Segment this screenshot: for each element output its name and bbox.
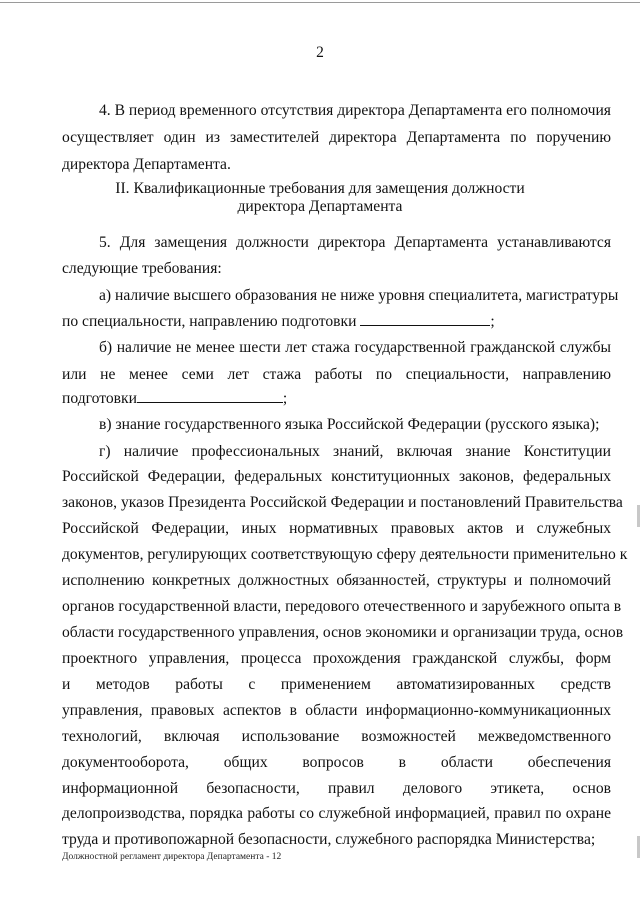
item-g-line: управления, правовых аспектов в области информационно-коммуникационных bbox=[62, 702, 611, 719]
section-heading: II. Квалификационные требования для замещения должности bbox=[115, 180, 525, 197]
item-g-line: исполнению конкретных должностных обязанностей, структуры и полномочий bbox=[62, 572, 611, 589]
paragraph-4-line: 4. В период временного отсутствия директора Департамента его полномочия bbox=[99, 102, 611, 119]
footer-document-title: Должностной регламент директора Департамента - 12 bbox=[62, 852, 282, 862]
item-b-line: или не менее семи лет стажа работы по специальности, направлению bbox=[62, 366, 611, 383]
item-g-line: Российской Федерации, иных нормативных правовых актов и служебных bbox=[62, 520, 611, 537]
item-a-line: а) наличие высшего образования не ниже уровня специалитета, магистратуры bbox=[99, 287, 619, 304]
item-g-line: Российской Федерации, федеральных конституционных законов, федеральных bbox=[62, 468, 611, 485]
blank-fill-line bbox=[137, 390, 283, 403]
page-number: 2 bbox=[316, 44, 324, 61]
paragraph-5-line: следующие требования: bbox=[62, 260, 222, 277]
paragraph-5-line: 5. Для замещения должности директора Департамента устанавливаются bbox=[99, 234, 611, 251]
item-a-line bbox=[62, 313, 611, 331]
blank-fill-line bbox=[360, 313, 490, 326]
item-b-line-text: подготовки bbox=[62, 390, 137, 407]
item-v-line: в) знание государственного языка Российской Федерации (русского языка); bbox=[99, 416, 600, 433]
item-g-line: документооборота, общих вопросов в области обеспечения bbox=[62, 754, 611, 771]
item-g-line: г) наличие профессиональных знаний, включая знание Конституции bbox=[99, 443, 611, 460]
item-g-line: информационной безопасности, правил делового этикета, основ bbox=[62, 780, 611, 797]
item-b-line: б) наличие не менее шести лет стажа государственной гражданской службы bbox=[99, 339, 611, 356]
item-g-line: проектного управления, процесса прохождения гражданской службы, форм bbox=[62, 650, 611, 667]
item-a-line-text: по специальности, направлению подготовки bbox=[62, 313, 361, 330]
paragraph-4-line: директора Департамента. bbox=[62, 156, 231, 173]
item-b-line bbox=[62, 390, 611, 408]
item-g-line: области государственного управления, основ экономики и организации труда, основ bbox=[62, 624, 624, 641]
item-g-line: документов, регулирующих соответствующую сферу деятельности применительно к bbox=[62, 546, 628, 563]
item-g-line: труда и противопожарной безопасности, служебного распорядка Министерства; bbox=[62, 831, 596, 848]
item-g-line: технологий, включая использование возможностей межведомственного bbox=[62, 728, 611, 745]
item-g-line: органов государственной власти, передового отечественного и зарубежного опыта в bbox=[62, 598, 622, 615]
top-scan-edge bbox=[0, 2, 640, 3]
paragraph-4-line: осуществляет один из заместителей директора Департамента по поручению bbox=[62, 129, 611, 146]
item-a-line-end: ; bbox=[490, 313, 495, 330]
item-g-line: делопроизводства, порядка работы со служебной информацией, правил по охране bbox=[62, 805, 611, 822]
item-g-line: и методов работы с применением автоматизированных средств bbox=[62, 676, 611, 693]
item-g-line: законов, указов Президента Российской Федерации и постановлений Правительства bbox=[62, 494, 623, 511]
item-b-line-end: ; bbox=[282, 390, 288, 407]
section-heading: директора Департамента bbox=[237, 198, 403, 215]
